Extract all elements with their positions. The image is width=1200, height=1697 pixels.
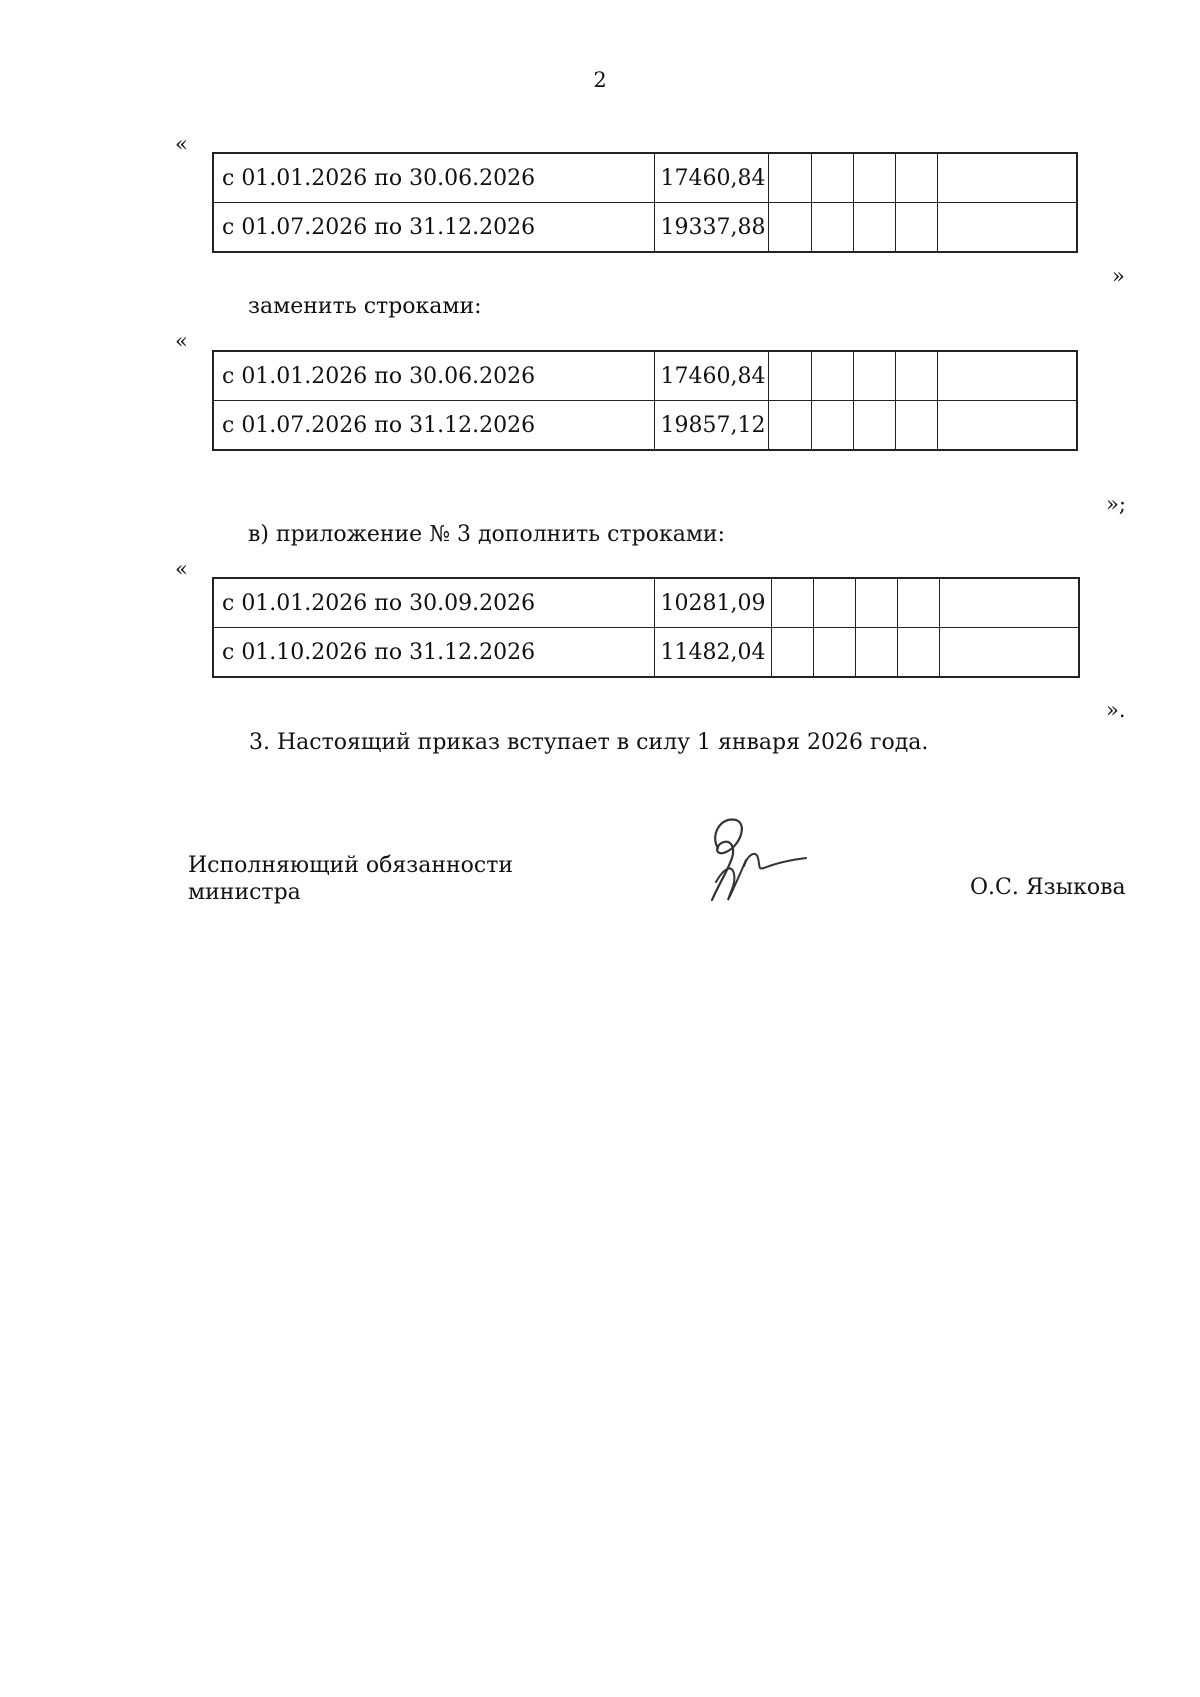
empty-cell [853,153,895,203]
empty-cell [811,203,853,253]
empty-cell [768,153,811,203]
empty-cell [768,401,811,451]
empty-cell [895,401,937,451]
period-cell: с 01.10.2026 по 31.12.2026 [213,628,654,678]
table-old-rows [212,152,1078,253]
empty-cell [811,153,853,203]
empty-cell [895,351,937,401]
close-quote: »; [1106,492,1126,516]
open-quote: « [175,329,188,353]
effective-date-paragraph: 3. Настоящий приказ вступает в силу 1 января 2026 года. [249,730,929,755]
signatory-title-line: Исполняющий обязанности [188,853,514,878]
empty-cell [895,203,937,253]
empty-cell [897,628,939,678]
empty-cell [811,401,853,451]
empty-cell [897,578,939,628]
table-row [213,578,1079,628]
value-cell: 11482,04 [654,628,771,678]
table-row [213,351,1077,401]
table-row [213,628,1079,678]
empty-cell [855,578,897,628]
empty-cell [811,351,853,401]
value-cell: 17460,84 [654,351,768,401]
value-cell: 19857,12 [654,401,768,451]
empty-cell [937,401,1077,451]
empty-cell [939,628,1079,678]
replace-instruction: заменить строками: [248,294,482,319]
period-cell: с 01.07.2026 по 31.12.2026 [213,401,654,451]
empty-cell [937,203,1077,253]
empty-cell [939,578,1079,628]
period-cell: с 01.01.2026 по 30.06.2026 [213,153,654,203]
appendix-instruction: в) приложение № 3 дополнить строками: [248,522,726,547]
signatory-title-line: министра [188,880,301,905]
handwritten-signature [688,808,818,908]
close-quote: » [1112,264,1125,288]
table-appendix-rows [212,577,1080,678]
empty-cell [895,153,937,203]
signer-name: О.С. Языкова [970,875,1126,900]
empty-cell [853,351,895,401]
empty-cell [853,203,895,253]
empty-cell [937,153,1077,203]
period-cell: с 01.01.2026 по 30.09.2026 [213,578,654,628]
page-number: 2 [593,68,607,92]
signatory-title [188,852,513,906]
close-quote: ». [1106,698,1126,722]
empty-cell [855,628,897,678]
empty-cell [813,628,855,678]
value-cell: 17460,84 [654,153,768,203]
empty-cell [813,578,855,628]
empty-cell [937,351,1077,401]
empty-cell [771,628,813,678]
empty-cell [853,401,895,451]
period-cell: с 01.07.2026 по 31.12.2026 [213,203,654,253]
open-quote: « [175,132,188,156]
empty-cell [768,351,811,401]
period-cell: с 01.01.2026 по 30.06.2026 [213,351,654,401]
value-cell: 19337,88 [654,203,768,253]
table-row [213,153,1077,203]
empty-cell [771,578,813,628]
open-quote: « [175,557,188,581]
table-row [213,401,1077,451]
empty-cell [768,203,811,253]
table-row [213,203,1077,253]
value-cell: 10281,09 [654,578,771,628]
table-new-rows [212,350,1078,451]
